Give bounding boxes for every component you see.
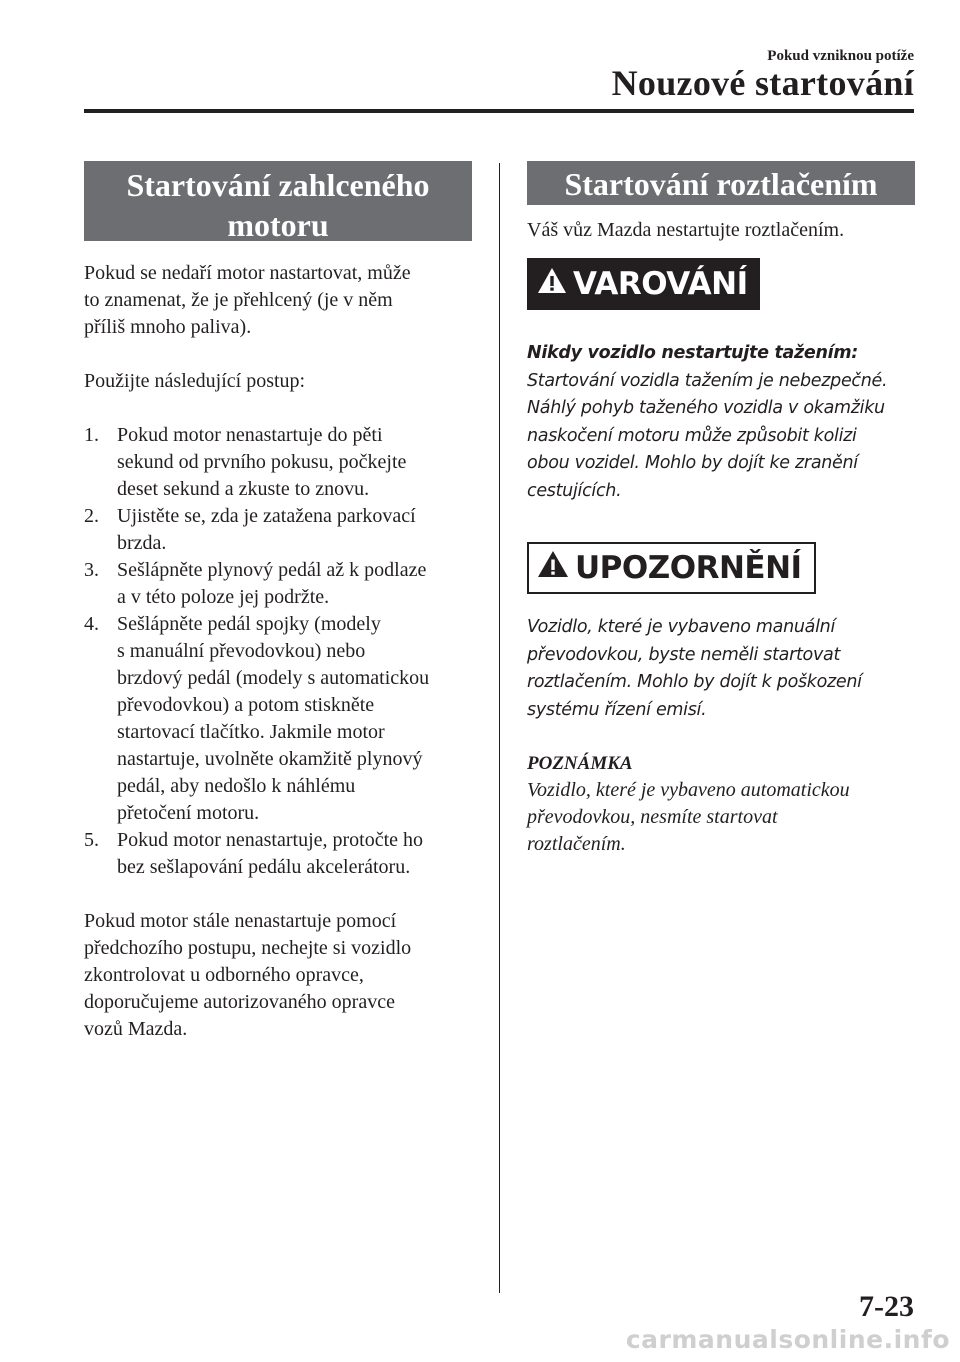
- step-number: 1.: [84, 424, 99, 446]
- text-line: doporučujeme autorizovaného opravce: [84, 991, 395, 1013]
- column-divider: [499, 163, 500, 1293]
- text-line: deset sekund a zkuste to znovu.: [117, 478, 370, 500]
- text-line: Pokud motor stále nenastartuje pomocí: [84, 910, 397, 932]
- text-line: příliš mnoho paliva).: [84, 316, 252, 338]
- text-line: převodovkou) a potom stiskněte: [117, 694, 375, 716]
- watermark: carmanualsonline.info: [625, 1325, 950, 1354]
- text-line: a v této poloze jej podržte.: [117, 586, 330, 608]
- caution-triangle-icon: [537, 550, 569, 586]
- text-line: Pokud motor nenastartuje do pěti: [117, 424, 383, 446]
- text-line: zkontrolovat u odborného opravce,: [84, 964, 364, 986]
- section-heading-push-start: Startování roztlačením: [527, 161, 915, 205]
- text-line: Sešlápněte plynový pedál až k podlaze: [117, 559, 427, 581]
- text-line: sekund od prvního pokusu, počkejte: [117, 451, 407, 473]
- caution-label: [527, 542, 816, 594]
- list-item: [84, 557, 472, 611]
- text-line: systému řízení emisí.: [527, 699, 707, 720]
- text-line: obou vozidel. Mohlo by dojít ke zranění: [527, 453, 858, 473]
- text-line: Vozidlo, které je vybaveno automatickou: [527, 779, 850, 801]
- page-title: Nouzové startování: [611, 63, 914, 103]
- warning-box: [527, 258, 915, 505]
- text-line: předchozího postupu, nechejte si vozidlo: [84, 937, 412, 959]
- header-chapter: Pokud vzniknou potíže: [767, 48, 914, 64]
- text-line: brzdový pedál (modely s automatickou: [117, 667, 430, 689]
- text-line: Vozidlo, které je vybaveno manuální: [527, 617, 836, 637]
- right-column: [527, 161, 915, 858]
- left-column: [84, 161, 472, 1043]
- text-line: naskočení motoru může způsobit kolizi: [527, 425, 857, 446]
- warning-triangle-icon: [537, 266, 567, 302]
- text-line: s manuální převodovkou) nebo: [117, 640, 366, 662]
- page-number: 7-23: [859, 1290, 914, 1323]
- note-box: [527, 750, 915, 858]
- list-item: [84, 422, 472, 503]
- text-line: Ujistěte se, zda je zatažena parkovací: [117, 505, 416, 527]
- intro-paragraph: [84, 260, 472, 341]
- caution-label-text: UPOZORNĚNÍ: [575, 550, 802, 586]
- section-heading-flooded-engine: [84, 161, 472, 241]
- text-line: převodovkou, nesmíte startovat: [527, 806, 778, 828]
- warning-label-text: VAROVÁNÍ: [573, 266, 748, 302]
- text-line: roztlačením. Mohlo by dojít k poškození: [527, 672, 862, 692]
- text-line: Pokud se nedaří motor nastartovat, může: [84, 262, 411, 284]
- step-number: 3.: [84, 559, 99, 581]
- text-line: Sešlápněte pedál spojky (modely: [117, 613, 381, 635]
- step-number: 4.: [84, 613, 99, 635]
- text-line: to znamenat, že je přehlcený (je v něm: [84, 289, 393, 311]
- text-line: Startování vozidla tažením je nebezpečné.: [527, 370, 888, 391]
- text-line: přetočení motoru.: [117, 802, 260, 824]
- text-line: převodovkou, byste neměli startovat: [527, 644, 841, 665]
- text-line: pedál, aby nedošlo k náhlému: [117, 775, 356, 797]
- text-line: vozů Mazda.: [84, 1018, 188, 1040]
- list-item: [84, 827, 472, 881]
- text-line: Pokud motor nenastartuje, protočte ho: [117, 829, 424, 851]
- warning-title: Nikdy vozidlo nestartujte tažením:: [527, 343, 858, 363]
- procedure-steps: [84, 422, 472, 881]
- text-line: startovací tlačítko. Jakmile motor: [117, 721, 385, 743]
- outro-paragraph: [84, 908, 472, 1043]
- step-number: 2.: [84, 505, 99, 527]
- text-line: brzda.: [117, 532, 167, 554]
- list-item: [84, 611, 472, 827]
- caution-box: [527, 542, 915, 724]
- note-label: POZNÁMKA: [527, 753, 633, 774]
- text-line: cestujících.: [527, 480, 622, 501]
- step-number: 5.: [84, 829, 99, 851]
- list-item: [84, 503, 472, 557]
- procedure-intro: Použijte následující postup:: [84, 370, 306, 392]
- header-rule: [84, 109, 914, 113]
- text-line: bez sešlapování pedálu akcelerátoru.: [117, 856, 411, 878]
- text-line: Náhlý pohyb taženého vozidla v okamžiku: [527, 398, 885, 418]
- warning-label: [527, 258, 760, 310]
- section-heading-line: Startování zahlceného: [126, 167, 430, 203]
- text-line: nastartuje, uvolněte okamžitě plynový: [117, 748, 423, 770]
- text-line: roztlačením.: [527, 833, 626, 855]
- push-start-intro: Váš vůz Mazda nestartujte roztlačením.: [527, 219, 845, 241]
- section-heading-line: motoru: [227, 207, 329, 243]
